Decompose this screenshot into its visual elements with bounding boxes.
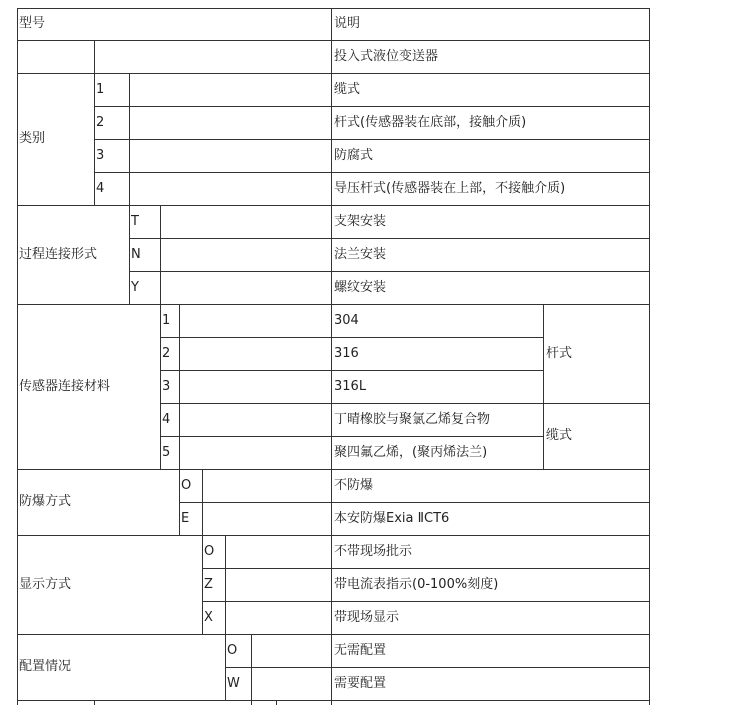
header-model: 型号 — [19, 16, 46, 31]
table-rule — [17, 8, 650, 9]
item-description: 防腐式 — [334, 148, 374, 163]
item-code: Y — [131, 280, 139, 295]
group-label: 防爆方式 — [19, 494, 72, 509]
group-label: 类别 — [19, 131, 46, 146]
item-code: 3 — [162, 379, 171, 394]
item-code: X — [204, 610, 213, 625]
item-description: 316 — [334, 346, 359, 361]
header-description: 说明 — [334, 16, 361, 31]
table-rule — [94, 40, 95, 74]
group-label: 传感器连接材料 — [19, 379, 111, 394]
item-description: 不带现场批示 — [334, 544, 413, 559]
item-description: 带电流表指示(0-100%刻度) — [334, 577, 499, 592]
item-description: 支架安装 — [334, 214, 387, 229]
table-rule — [251, 700, 252, 705]
table-rule — [202, 568, 650, 569]
table-rule — [94, 700, 95, 705]
item-code: T — [131, 214, 139, 229]
item-code: 1 — [96, 82, 105, 97]
table-rule — [17, 535, 650, 536]
table-rule — [179, 304, 180, 470]
table-rule — [129, 238, 650, 239]
table-rule — [202, 535, 203, 635]
table-rule — [160, 205, 161, 305]
item-description: 螺纹安装 — [334, 280, 387, 295]
table-rule — [94, 172, 650, 173]
table-rule — [225, 667, 650, 668]
item-code: 5 — [162, 445, 171, 460]
group-label: 过程连接形式 — [19, 247, 98, 262]
table-rule — [94, 139, 650, 140]
item-code: N — [131, 247, 141, 262]
table-rule — [17, 700, 650, 701]
group-label: 显示方式 — [19, 577, 72, 592]
table-rule — [17, 205, 650, 206]
item-description: 本安防爆Exia ⅡCT6 — [334, 511, 450, 526]
item-code: O — [227, 643, 238, 658]
group-label: 配置情况 — [19, 659, 72, 674]
table-rule — [17, 469, 650, 470]
table-rule — [17, 8, 18, 705]
item-code: Z — [204, 577, 213, 592]
table-rule — [179, 502, 650, 503]
table-rule — [17, 304, 650, 305]
item-code: 4 — [96, 181, 105, 196]
item-description: 丁晴橡胶与聚氯乙烯复合物 — [334, 412, 491, 427]
table-rule — [160, 403, 650, 404]
item-code: 2 — [96, 115, 105, 130]
material-note-rod: 杆式 — [546, 346, 573, 361]
item-code: W — [227, 676, 240, 691]
item-code: 3 — [96, 148, 105, 163]
item-code: 2 — [162, 346, 171, 361]
table-rule — [94, 106, 650, 107]
item-code: O — [204, 544, 215, 559]
table-rule — [276, 700, 277, 705]
item-description: 导压杆式(传感器装在上部，不接触介质) — [334, 181, 566, 196]
table-rule — [17, 634, 650, 635]
item-description: 无需配置 — [334, 643, 387, 658]
item-description: 带现场显示 — [334, 610, 400, 625]
item-description: 缆式 — [334, 82, 361, 97]
table-rule — [543, 304, 544, 470]
item-description: 304 — [334, 313, 359, 328]
item-code: O — [181, 478, 192, 493]
item-code: 4 — [162, 412, 171, 427]
item-code: 1 — [162, 313, 171, 328]
table-rule — [160, 337, 544, 338]
item-description: 不防爆 — [334, 478, 374, 493]
table-rule — [202, 601, 650, 602]
item-code: E — [181, 511, 190, 526]
table-rule — [129, 205, 130, 305]
table-rule — [129, 271, 650, 272]
item-description: 法兰安装 — [334, 247, 387, 262]
item-description: 杆式(传感器装在底部，接触介质) — [334, 115, 527, 130]
material-note-cable: 缆式 — [546, 428, 573, 443]
table-rule — [160, 436, 544, 437]
table-rule — [160, 370, 544, 371]
item-description: 需要配置 — [334, 676, 387, 691]
item-description: 聚四氟乙烯，(聚丙烯法兰) — [334, 445, 488, 460]
product-description: 投入式液位变送器 — [334, 49, 439, 64]
table-rule — [17, 40, 650, 41]
item-description: 316L — [334, 379, 367, 394]
table-rule — [225, 535, 226, 635]
table-rule — [17, 73, 650, 74]
table-rule — [160, 304, 161, 470]
